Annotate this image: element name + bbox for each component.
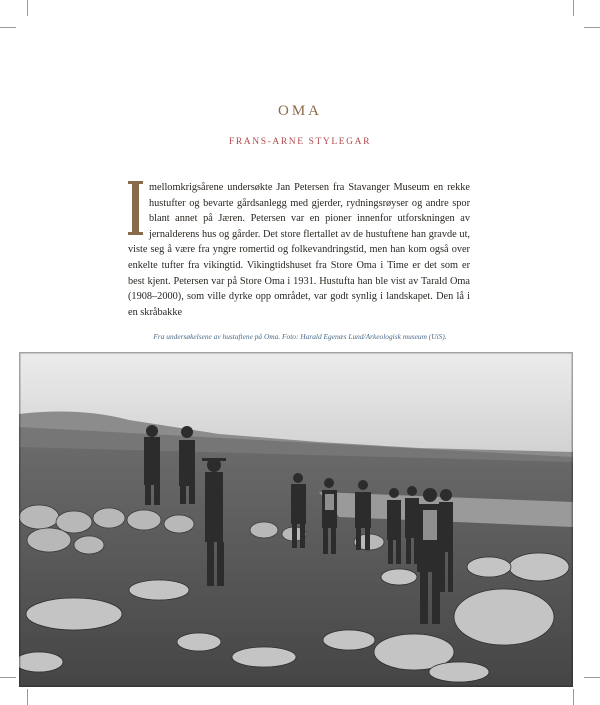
crop-mark-top-left-h [0,27,16,28]
excavation-photo-image [19,352,573,687]
drop-cap [128,181,143,235]
excavation-photo [19,352,573,687]
article-title: OMA [277,103,322,119]
drop-cap-letter: I [135,211,136,212]
article-author: FRANS-ARNE STYLEGAR [228,137,372,147]
crop-mark-top-right [573,0,574,16]
crop-mark-bottom-right [573,689,574,705]
crop-mark-bottom-right-h [584,677,600,678]
article-body-text: mellomkrigsårene undersøkte Jan Petersen fra Stavanger Museum en rekke hustufter og bevarte gårdsanlegg med gjerder, rydningsrøyser og andre spor blant annet på Jæren. Petersen var en pioner innenfor utforskningen av jernalderens hus og gårder. Det store flertallet av de hustuftene han gravde ut, viste seg å være fra yngre romertid og folkevandringstid, men han kom også over enkelte tufter fra vikingtid. Vikingtidshuset fra Store Oma i Time er det som er best kjent. Petersen var på Store Oma i 1931. Hustufta han ble vist av Tarald Oma (1908–2000), som ville dyrke opp området, var godt synlig i landskapet. Den lå i en skråbakke [128,182,470,318]
drop-cap-glyph [128,181,143,235]
crop-mark-top-left [27,0,28,16]
photo-caption: Fra undersøkelsene av hustuftene på Oma. Foto: Harald Egenæs Lund/Arkeologisk museum (UiS). [153,332,447,341]
crop-mark-bottom-left-h [0,677,16,678]
crop-mark-bottom-left [27,689,28,705]
crop-mark-top-right-h [584,27,600,28]
article-body [128,180,470,320]
